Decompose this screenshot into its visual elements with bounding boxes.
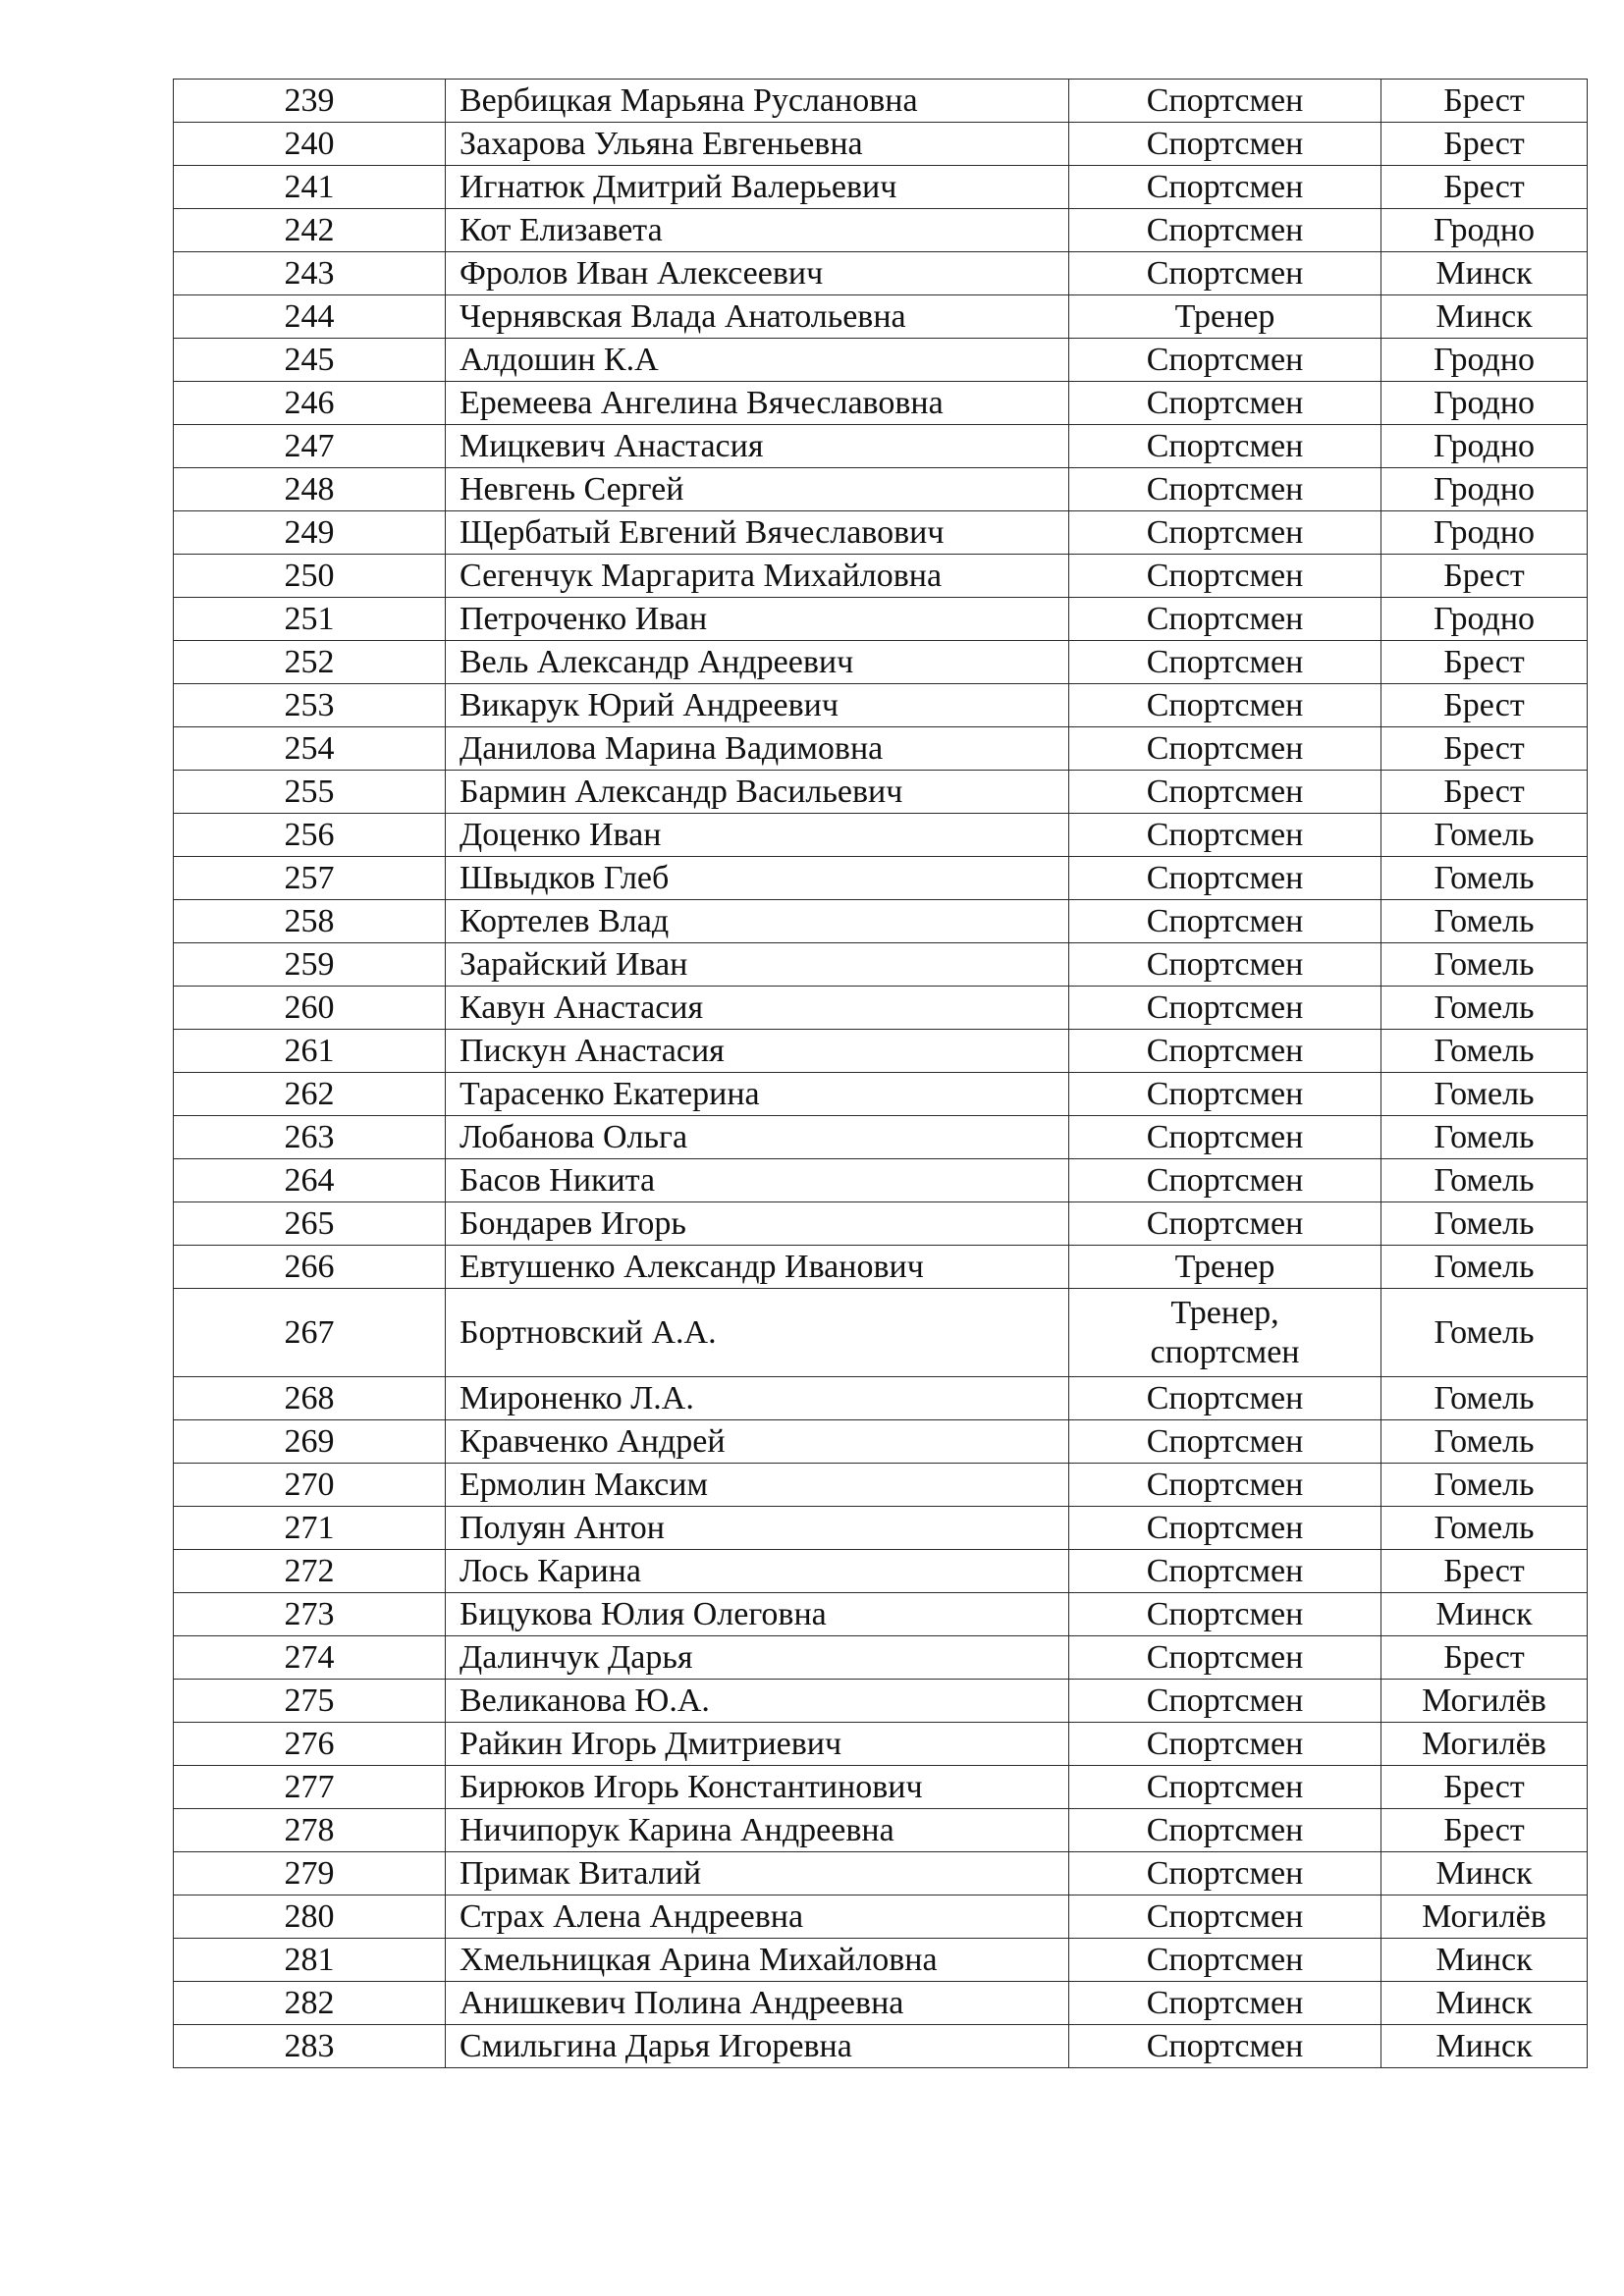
- full-name-cell: Страх Алена Андреевна: [446, 1896, 1069, 1939]
- city-cell: Минск: [1381, 1939, 1588, 1982]
- city-cell: Минск: [1381, 1982, 1588, 2025]
- role-cell: Спортсмен: [1069, 252, 1381, 295]
- table-row: [174, 1246, 1588, 1289]
- city-cell: Гомель: [1381, 987, 1588, 1030]
- role-cell: Спортсмен: [1069, 1593, 1381, 1636]
- row-number-cell: 272: [174, 1550, 446, 1593]
- row-number-cell: 255: [174, 771, 446, 814]
- full-name-cell: Мироненко Л.А.: [446, 1377, 1069, 1420]
- participants-table-body: [174, 80, 1588, 2068]
- full-name-cell: Игнатюк Дмитрий Валерьевич: [446, 166, 1069, 209]
- row-number-cell: 240: [174, 123, 446, 166]
- role-cell: Спортсмен: [1069, 987, 1381, 1030]
- role-cell: Спортсмен: [1069, 814, 1381, 857]
- full-name-cell: Данилова Марина Вадимовна: [446, 727, 1069, 771]
- full-name-cell: Вербицкая Марьяна Руслановна: [446, 80, 1069, 123]
- city-cell: Гомель: [1381, 1073, 1588, 1116]
- full-name-cell: Бармин Александр Васильевич: [446, 771, 1069, 814]
- full-name-cell: Примак Виталий: [446, 1852, 1069, 1896]
- full-name-cell: Далинчук Дарья: [446, 1636, 1069, 1680]
- row-number-cell: 257: [174, 857, 446, 900]
- row-number-cell: 277: [174, 1766, 446, 1809]
- city-cell: Гродно: [1381, 339, 1588, 382]
- role-cell: Спортсмен: [1069, 123, 1381, 166]
- city-cell: Минск: [1381, 295, 1588, 339]
- city-cell: Брест: [1381, 166, 1588, 209]
- role-cell: Спортсмен: [1069, 468, 1381, 511]
- full-name-cell: Лось Карина: [446, 1550, 1069, 1593]
- row-number-cell: 265: [174, 1202, 446, 1246]
- row-number-cell: 245: [174, 339, 446, 382]
- table-row: [174, 857, 1588, 900]
- table-row: [174, 166, 1588, 209]
- role-cell: Спортсмен: [1069, 425, 1381, 468]
- row-number-cell: 249: [174, 511, 446, 555]
- row-number-cell: 241: [174, 166, 446, 209]
- row-number-cell: 266: [174, 1246, 446, 1289]
- table-row: [174, 900, 1588, 943]
- role-cell: Спортсмен: [1069, 511, 1381, 555]
- city-cell: Гомель: [1381, 900, 1588, 943]
- city-cell: Гродно: [1381, 382, 1588, 425]
- role-cell: Спортсмен: [1069, 1202, 1381, 1246]
- row-number-cell: 270: [174, 1464, 446, 1507]
- city-cell: Гродно: [1381, 209, 1588, 252]
- row-number-cell: 260: [174, 987, 446, 1030]
- role-cell: Спортсмен: [1069, 1030, 1381, 1073]
- full-name-cell: Фролов Иван Алексеевич: [446, 252, 1069, 295]
- row-number-cell: 262: [174, 1073, 446, 1116]
- city-cell: Гомель: [1381, 1377, 1588, 1420]
- full-name-cell: Полуян Антон: [446, 1507, 1069, 1550]
- row-number-cell: 282: [174, 1982, 446, 2025]
- table-row: [174, 943, 1588, 987]
- full-name-cell: Бирюков Игорь Константинович: [446, 1766, 1069, 1809]
- table-row: [174, 1550, 1588, 1593]
- table-row: [174, 123, 1588, 166]
- table-row: [174, 1939, 1588, 1982]
- role-cell: Спортсмен: [1069, 900, 1381, 943]
- role-cell: Тренер: [1069, 295, 1381, 339]
- city-cell: Гомель: [1381, 1507, 1588, 1550]
- full-name-cell: Доценко Иван: [446, 814, 1069, 857]
- table-row: [174, 382, 1588, 425]
- city-cell: Гомель: [1381, 1289, 1588, 1377]
- full-name-cell: Кравченко Андрей: [446, 1420, 1069, 1464]
- table-row: [174, 1809, 1588, 1852]
- row-number-cell: 242: [174, 209, 446, 252]
- role-cell: Тренер, спортсмен: [1069, 1289, 1381, 1377]
- role-cell: Спортсмен: [1069, 382, 1381, 425]
- row-number-cell: 279: [174, 1852, 446, 1896]
- table-row: [174, 1852, 1588, 1896]
- table-row: [174, 511, 1588, 555]
- full-name-cell: Захарова Ульяна Евгеньевна: [446, 123, 1069, 166]
- full-name-cell: Кортелев Влад: [446, 900, 1069, 943]
- full-name-cell: Ничипорук Карина Андреевна: [446, 1809, 1069, 1852]
- table-row: [174, 209, 1588, 252]
- city-cell: Брест: [1381, 641, 1588, 684]
- role-cell: Спортсмен: [1069, 1852, 1381, 1896]
- table-row: [174, 1982, 1588, 2025]
- role-cell: Тренер: [1069, 1246, 1381, 1289]
- row-number-cell: 251: [174, 598, 446, 641]
- role-cell: Спортсмен: [1069, 80, 1381, 123]
- table-row: [174, 2025, 1588, 2068]
- full-name-cell: Сегенчук Маргарита Михайловна: [446, 555, 1069, 598]
- row-number-cell: 243: [174, 252, 446, 295]
- table-row: [174, 1116, 1588, 1159]
- role-cell: Спортсмен: [1069, 684, 1381, 727]
- role-cell: Спортсмен: [1069, 641, 1381, 684]
- table-row: [174, 641, 1588, 684]
- role-cell: Спортсмен: [1069, 771, 1381, 814]
- city-cell: Гомель: [1381, 1420, 1588, 1464]
- row-number-cell: 264: [174, 1159, 446, 1202]
- full-name-cell: Алдошин К.А: [446, 339, 1069, 382]
- role-cell: Спортсмен: [1069, 943, 1381, 987]
- role-cell: Спортсмен: [1069, 1766, 1381, 1809]
- table-row: [174, 1896, 1588, 1939]
- row-number-cell: 253: [174, 684, 446, 727]
- full-name-cell: Бортновский А.А.: [446, 1289, 1069, 1377]
- table-row: [174, 468, 1588, 511]
- full-name-cell: Великанова Ю.А.: [446, 1680, 1069, 1723]
- city-cell: Могилёв: [1381, 1896, 1588, 1939]
- row-number-cell: 256: [174, 814, 446, 857]
- city-cell: Минск: [1381, 1593, 1588, 1636]
- row-number-cell: 252: [174, 641, 446, 684]
- full-name-cell: Зарайский Иван: [446, 943, 1069, 987]
- row-number-cell: 268: [174, 1377, 446, 1420]
- table-row: [174, 684, 1588, 727]
- row-number-cell: 267: [174, 1289, 446, 1377]
- full-name-cell: Кавун Анастасия: [446, 987, 1069, 1030]
- table-row: [174, 339, 1588, 382]
- table-row: [174, 1073, 1588, 1116]
- full-name-cell: Тарасенко Екатерина: [446, 1073, 1069, 1116]
- role-cell: Спортсмен: [1069, 1159, 1381, 1202]
- role-cell: Спортсмен: [1069, 1982, 1381, 2025]
- row-number-cell: 275: [174, 1680, 446, 1723]
- row-number-cell: 247: [174, 425, 446, 468]
- full-name-cell: Швыдков Глеб: [446, 857, 1069, 900]
- role-cell: Спортсмен: [1069, 1939, 1381, 1982]
- table-row: [174, 80, 1588, 123]
- table-row: [174, 1636, 1588, 1680]
- row-number-cell: 246: [174, 382, 446, 425]
- role-cell: Спортсмен: [1069, 2025, 1381, 2068]
- role-cell: Спортсмен: [1069, 555, 1381, 598]
- row-number-cell: 283: [174, 2025, 446, 2068]
- city-cell: Минск: [1381, 1852, 1588, 1896]
- table-row: [174, 987, 1588, 1030]
- role-cell: Спортсмен: [1069, 1896, 1381, 1939]
- table-row: [174, 1289, 1588, 1377]
- table-row: [174, 1377, 1588, 1420]
- table-row: [174, 1464, 1588, 1507]
- full-name-cell: Щербатый Евгений Вячеславович: [446, 511, 1069, 555]
- city-cell: Минск: [1381, 2025, 1588, 2068]
- row-number-cell: 274: [174, 1636, 446, 1680]
- row-number-cell: 263: [174, 1116, 446, 1159]
- city-cell: Гродно: [1381, 511, 1588, 555]
- role-cell: Спортсмен: [1069, 1507, 1381, 1550]
- city-cell: Гомель: [1381, 1159, 1588, 1202]
- role-cell: Спортсмен: [1069, 339, 1381, 382]
- role-cell: Спортсмен: [1069, 1073, 1381, 1116]
- table-row: [174, 425, 1588, 468]
- row-number-cell: 281: [174, 1939, 446, 1982]
- full-name-cell: Еремеева Ангелина Вячеславовна: [446, 382, 1069, 425]
- row-number-cell: 248: [174, 468, 446, 511]
- row-number-cell: 269: [174, 1420, 446, 1464]
- role-cell: Спортсмен: [1069, 1377, 1381, 1420]
- city-cell: Брест: [1381, 1766, 1588, 1809]
- table-row: [174, 1030, 1588, 1073]
- city-cell: Брест: [1381, 684, 1588, 727]
- row-number-cell: 271: [174, 1507, 446, 1550]
- role-cell: Спортсмен: [1069, 598, 1381, 641]
- city-cell: Гродно: [1381, 425, 1588, 468]
- city-cell: Брест: [1381, 1809, 1588, 1852]
- row-number-cell: 273: [174, 1593, 446, 1636]
- table-row: [174, 814, 1588, 857]
- table-row: [174, 295, 1588, 339]
- full-name-cell: Пискун Анастасия: [446, 1030, 1069, 1073]
- full-name-cell: Невгень Сергей: [446, 468, 1069, 511]
- table-row: [174, 1159, 1588, 1202]
- table-row: [174, 1723, 1588, 1766]
- table-row: [174, 1680, 1588, 1723]
- city-cell: Гомель: [1381, 857, 1588, 900]
- row-number-cell: 280: [174, 1896, 446, 1939]
- city-cell: Минск: [1381, 252, 1588, 295]
- city-cell: Гомель: [1381, 943, 1588, 987]
- full-name-cell: Анишкевич Полина Андреевна: [446, 1982, 1069, 2025]
- city-cell: Брест: [1381, 555, 1588, 598]
- city-cell: Брест: [1381, 1636, 1588, 1680]
- city-cell: Гродно: [1381, 468, 1588, 511]
- row-number-cell: 259: [174, 943, 446, 987]
- table-row: [174, 1507, 1588, 1550]
- role-cell: Спортсмен: [1069, 857, 1381, 900]
- full-name-cell: Басов Никита: [446, 1159, 1069, 1202]
- table-row: [174, 1420, 1588, 1464]
- row-number-cell: 276: [174, 1723, 446, 1766]
- full-name-cell: Кот Елизавета: [446, 209, 1069, 252]
- table-row: [174, 1202, 1588, 1246]
- role-cell: Спортсмен: [1069, 727, 1381, 771]
- full-name-cell: Чернявская Влада Анатольевна: [446, 295, 1069, 339]
- city-cell: Гомель: [1381, 1202, 1588, 1246]
- row-number-cell: 244: [174, 295, 446, 339]
- table-row: [174, 1593, 1588, 1636]
- city-cell: Могилёв: [1381, 1723, 1588, 1766]
- city-cell: Гомель: [1381, 1464, 1588, 1507]
- row-number-cell: 250: [174, 555, 446, 598]
- table-row: [174, 598, 1588, 641]
- city-cell: Гомель: [1381, 1246, 1588, 1289]
- table-row: [174, 1766, 1588, 1809]
- role-cell: Спортсмен: [1069, 1550, 1381, 1593]
- role-cell: Спортсмен: [1069, 209, 1381, 252]
- row-number-cell: 278: [174, 1809, 446, 1852]
- table-row: [174, 252, 1588, 295]
- full-name-cell: Смильгина Дарья Игоревна: [446, 2025, 1069, 2068]
- full-name-cell: Хмельницкая Арина Михайловна: [446, 1939, 1069, 1982]
- table-row: [174, 555, 1588, 598]
- full-name-cell: Лобанова Ольга: [446, 1116, 1069, 1159]
- full-name-cell: Ермолин Максим: [446, 1464, 1069, 1507]
- full-name-cell: Евтушенко Александр Иванович: [446, 1246, 1069, 1289]
- full-name-cell: Мицкевич Анастасия: [446, 425, 1069, 468]
- table-row: [174, 727, 1588, 771]
- city-cell: Гомель: [1381, 1116, 1588, 1159]
- table-row: [174, 771, 1588, 814]
- role-cell: Спортсмен: [1069, 1636, 1381, 1680]
- row-number-cell: 239: [174, 80, 446, 123]
- role-cell: Спортсмен: [1069, 1420, 1381, 1464]
- participants-table: [173, 79, 1588, 2068]
- row-number-cell: 261: [174, 1030, 446, 1073]
- full-name-cell: Бондарев Игорь: [446, 1202, 1069, 1246]
- role-cell: Спортсмен: [1069, 1116, 1381, 1159]
- full-name-cell: Райкин Игорь Дмитриевич: [446, 1723, 1069, 1766]
- full-name-cell: Петроченко Иван: [446, 598, 1069, 641]
- role-cell: Спортсмен: [1069, 1464, 1381, 1507]
- city-cell: Брест: [1381, 80, 1588, 123]
- full-name-cell: Вель Александр Андреевич: [446, 641, 1069, 684]
- city-cell: Брест: [1381, 123, 1588, 166]
- row-number-cell: 258: [174, 900, 446, 943]
- city-cell: Могилёв: [1381, 1680, 1588, 1723]
- city-cell: Гродно: [1381, 598, 1588, 641]
- role-cell: Спортсмен: [1069, 1680, 1381, 1723]
- city-cell: Брест: [1381, 727, 1588, 771]
- city-cell: Брест: [1381, 1550, 1588, 1593]
- full-name-cell: Бицукова Юлия Олеговна: [446, 1593, 1069, 1636]
- role-cell: Спортсмен: [1069, 166, 1381, 209]
- city-cell: Гомель: [1381, 1030, 1588, 1073]
- row-number-cell: 254: [174, 727, 446, 771]
- role-cell: Спортсмен: [1069, 1723, 1381, 1766]
- full-name-cell: Викарук Юрий Андреевич: [446, 684, 1069, 727]
- city-cell: Гомель: [1381, 814, 1588, 857]
- city-cell: Брест: [1381, 771, 1588, 814]
- role-cell: Спортсмен: [1069, 1809, 1381, 1852]
